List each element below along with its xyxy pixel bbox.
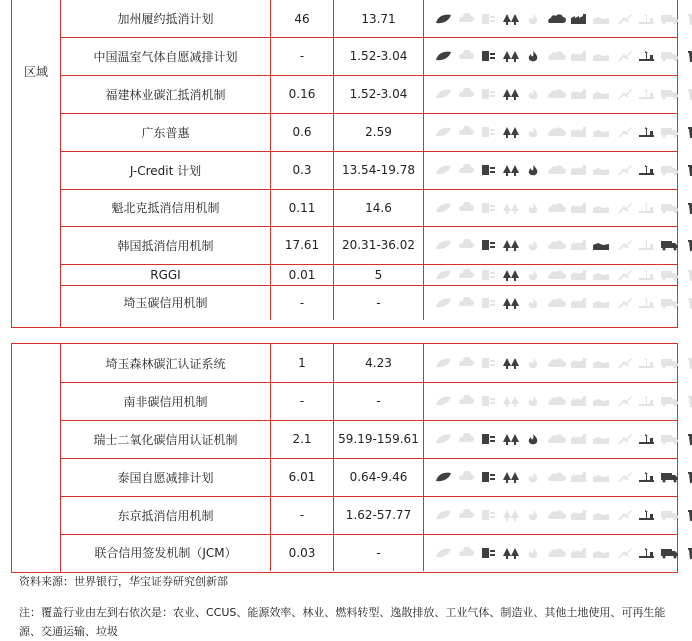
program-name: 广东普惠	[61, 113, 271, 151]
renewable-energy-icon	[637, 509, 656, 521]
ccus-icon	[457, 269, 476, 281]
agriculture-icon	[434, 471, 453, 483]
forestry-icon	[502, 50, 521, 62]
table-row	[61, 458, 677, 497]
fugitive-emissions-icon	[547, 509, 566, 521]
volume-value: 0.03	[271, 534, 334, 571]
transport-icon	[660, 239, 679, 251]
industrial-gas-icon	[570, 202, 589, 214]
waste-icon	[683, 126, 692, 138]
manufacturing-icon	[592, 164, 611, 176]
region-label: 区域	[23, 65, 48, 79]
renewable-energy-icon	[637, 239, 656, 251]
table-row	[61, 420, 677, 459]
agriculture-icon	[434, 269, 453, 281]
energy-efficiency-icon	[479, 433, 498, 445]
price-value: 4.23	[334, 344, 424, 382]
program-name: 加州履约抵消计划	[61, 0, 271, 37]
table-row	[61, 382, 677, 421]
volume-value: -	[271, 382, 334, 420]
sector-icons	[424, 75, 677, 113]
sector-icons	[424, 285, 677, 320]
transport-icon	[660, 357, 679, 369]
table-row	[61, 189, 677, 227]
price-value: -	[334, 534, 424, 571]
other-land-use-icon	[615, 164, 634, 176]
manufacturing-icon	[592, 88, 611, 100]
program-name: 韩国抵消信用机制	[61, 226, 271, 264]
forestry-icon	[502, 395, 521, 407]
agriculture-icon	[434, 202, 453, 214]
region-column-empty	[12, 344, 61, 572]
regional-table	[11, 0, 678, 328]
program-name: 联合信用签发机制（JCM）	[61, 534, 271, 571]
ccus-icon	[457, 297, 476, 309]
fugitive-emissions-icon	[547, 202, 566, 214]
other-land-use-icon	[615, 202, 634, 214]
ccus-icon	[457, 357, 476, 369]
industrial-gas-icon	[570, 164, 589, 176]
sector-icons	[424, 151, 677, 189]
ccus-icon	[457, 126, 476, 138]
transport-icon	[660, 13, 679, 25]
manufacturing-icon	[592, 202, 611, 214]
price-value: 13.71	[334, 0, 424, 37]
fugitive-emissions-icon	[547, 239, 566, 251]
forestry-icon	[502, 239, 521, 251]
fugitive-emissions-icon	[547, 433, 566, 445]
fuel-switch-icon	[524, 50, 543, 62]
region-column	[12, 0, 61, 327]
other-land-use-icon	[615, 547, 634, 559]
fuel-switch-icon	[524, 471, 543, 483]
forestry-icon	[502, 126, 521, 138]
volume-value: 2.1	[271, 420, 334, 458]
volume-value: 1	[271, 344, 334, 382]
forestry-icon	[502, 471, 521, 483]
program-name: J-Credit 计划	[61, 151, 271, 189]
ccus-icon	[457, 164, 476, 176]
waste-icon	[683, 471, 692, 483]
forestry-icon	[502, 13, 521, 25]
other-land-use-icon	[615, 395, 634, 407]
fuel-switch-icon	[524, 13, 543, 25]
volume-value: 0.6	[271, 113, 334, 151]
transport-icon	[660, 547, 679, 559]
renewable-energy-icon	[637, 433, 656, 445]
ccus-icon	[457, 202, 476, 214]
agriculture-icon	[434, 547, 453, 559]
industrial-gas-icon	[570, 88, 589, 100]
agriculture-icon	[434, 297, 453, 309]
waste-icon	[683, 88, 692, 100]
table-row	[61, 113, 677, 152]
table-row	[61, 534, 677, 571]
ccus-icon	[457, 239, 476, 251]
waste-icon	[683, 547, 692, 559]
table-row	[61, 264, 677, 286]
fuel-switch-icon	[524, 395, 543, 407]
fuel-switch-icon	[524, 547, 543, 559]
fugitive-emissions-icon	[547, 547, 566, 559]
forestry-icon	[502, 297, 521, 309]
renewable-energy-icon	[637, 164, 656, 176]
manufacturing-icon	[592, 471, 611, 483]
energy-efficiency-icon	[479, 13, 498, 25]
waste-icon	[683, 297, 692, 309]
sector-icons	[424, 264, 677, 285]
manufacturing-icon	[592, 433, 611, 445]
fugitive-emissions-icon	[547, 13, 566, 25]
transport-icon	[660, 471, 679, 483]
ccus-icon	[457, 433, 476, 445]
waste-icon	[683, 239, 692, 251]
renewable-energy-icon	[637, 126, 656, 138]
volume-value: 0.16	[271, 75, 334, 113]
other-land-use-icon	[615, 357, 634, 369]
energy-efficiency-icon	[479, 239, 498, 251]
sector-icons	[424, 382, 677, 420]
ccus-icon	[457, 471, 476, 483]
sector-icons	[424, 496, 677, 534]
waste-icon	[683, 357, 692, 369]
table-row	[61, 151, 677, 190]
waste-icon	[683, 433, 692, 445]
other-land-use-icon	[615, 433, 634, 445]
price-value: 1.52-3.04	[334, 75, 424, 113]
energy-efficiency-icon	[479, 297, 498, 309]
manufacturing-icon	[592, 357, 611, 369]
ccus-icon	[457, 509, 476, 521]
other-land-use-icon	[615, 126, 634, 138]
manufacturing-icon	[592, 239, 611, 251]
fuel-switch-icon	[524, 269, 543, 281]
forestry-icon	[502, 509, 521, 521]
industrial-gas-icon	[570, 126, 589, 138]
renewable-energy-icon	[637, 471, 656, 483]
manufacturing-icon	[592, 126, 611, 138]
price-value: 5	[334, 264, 424, 285]
transport-icon	[660, 88, 679, 100]
price-value: 14.6	[334, 189, 424, 226]
manufacturing-icon	[592, 269, 611, 281]
forestry-icon	[502, 269, 521, 281]
energy-efficiency-icon	[479, 88, 498, 100]
agriculture-icon	[434, 88, 453, 100]
source-note: 资料来源：世界银行，华宝证券研究创新部	[19, 575, 228, 588]
ccus-icon	[457, 50, 476, 62]
renewable-energy-icon	[637, 395, 656, 407]
fuel-switch-icon	[524, 297, 543, 309]
program-name: 埼玉森林碳汇认证系统	[61, 344, 271, 382]
program-name: 泰国自愿减排计划	[61, 458, 271, 496]
agriculture-icon	[434, 509, 453, 521]
industrial-gas-icon	[570, 433, 589, 445]
program-name: 南非碳信用机制	[61, 382, 271, 420]
agriculture-icon	[434, 50, 453, 62]
price-value: 0.64-9.46	[334, 458, 424, 496]
other-land-use-icon	[615, 88, 634, 100]
transport-icon	[660, 269, 679, 281]
price-value: 2.59	[334, 113, 424, 151]
transport-icon	[660, 202, 679, 214]
sector-icons	[424, 113, 677, 151]
renewable-energy-icon	[637, 269, 656, 281]
agriculture-icon	[434, 164, 453, 176]
forestry-icon	[502, 202, 521, 214]
transport-icon	[660, 297, 679, 309]
forestry-icon	[502, 88, 521, 100]
transport-icon	[660, 509, 679, 521]
fugitive-emissions-icon	[547, 357, 566, 369]
renewable-energy-icon	[637, 50, 656, 62]
energy-efficiency-icon	[479, 471, 498, 483]
forestry-icon	[502, 164, 521, 176]
program-name: 福建林业碳汇抵消机制	[61, 75, 271, 113]
fugitive-emissions-icon	[547, 50, 566, 62]
agriculture-icon	[434, 126, 453, 138]
waste-icon	[683, 509, 692, 521]
manufacturing-icon	[592, 297, 611, 309]
table-row	[61, 0, 677, 38]
price-value: 20.31-36.02	[334, 226, 424, 264]
sector-icons	[424, 534, 677, 571]
other-land-use-icon	[615, 471, 634, 483]
manufacturing-icon	[592, 509, 611, 521]
waste-icon	[683, 269, 692, 281]
sector-icons	[424, 37, 677, 75]
energy-efficiency-icon	[479, 269, 498, 281]
volume-value: 17.61	[271, 226, 334, 264]
ccus-icon	[457, 88, 476, 100]
industrial-gas-icon	[570, 269, 589, 281]
industrial-gas-icon	[570, 509, 589, 521]
program-name: RGGI	[61, 264, 271, 285]
renewable-energy-icon	[637, 13, 656, 25]
agriculture-icon	[434, 13, 453, 25]
fuel-switch-icon	[524, 357, 543, 369]
agriculture-icon	[434, 395, 453, 407]
sector-icons	[424, 189, 677, 226]
agriculture-icon	[434, 357, 453, 369]
energy-efficiency-icon	[479, 126, 498, 138]
coverage-note: 注：覆盖行业由左到右依次是：农业、CCUS、能源效率、林业、燃料转型、逸散排放、工业气体、制造业、其他土地使用、可再生能源、交通运输、垃圾	[19, 606, 666, 638]
volume-value: -	[271, 285, 334, 320]
energy-efficiency-icon	[479, 547, 498, 559]
fugitive-emissions-icon	[547, 395, 566, 407]
fugitive-emissions-icon	[547, 471, 566, 483]
energy-efficiency-icon	[479, 395, 498, 407]
fugitive-emissions-icon	[547, 297, 566, 309]
volume-value: 0.11	[271, 189, 334, 226]
table-row	[61, 37, 677, 76]
transport-icon	[660, 164, 679, 176]
other-land-use-icon	[615, 269, 634, 281]
fugitive-emissions-icon	[547, 164, 566, 176]
other-land-use-icon	[615, 297, 634, 309]
program-name: 魁北克抵消信用机制	[61, 189, 271, 226]
energy-efficiency-icon	[479, 202, 498, 214]
price-value: 59.19-159.61	[334, 420, 424, 458]
other-land-use-icon	[615, 50, 634, 62]
waste-icon	[683, 395, 692, 407]
fuel-switch-icon	[524, 164, 543, 176]
volume-value: 6.01	[271, 458, 334, 496]
sector-icons	[424, 420, 677, 458]
waste-icon	[683, 50, 692, 62]
energy-efficiency-icon	[479, 357, 498, 369]
industrial-gas-icon	[570, 395, 589, 407]
industrial-gas-icon	[570, 357, 589, 369]
manufacturing-icon	[592, 13, 611, 25]
price-value: 1.62-57.77	[334, 496, 424, 534]
renewable-energy-icon	[637, 297, 656, 309]
price-value: -	[334, 382, 424, 420]
fugitive-emissions-icon	[547, 126, 566, 138]
sector-icons	[424, 344, 677, 382]
other-land-use-icon	[615, 509, 634, 521]
manufacturing-icon	[592, 50, 611, 62]
fugitive-emissions-icon	[547, 269, 566, 281]
transport-icon	[660, 433, 679, 445]
fuel-switch-icon	[524, 509, 543, 521]
other-land-use-icon	[615, 239, 634, 251]
manufacturing-icon	[592, 547, 611, 559]
renewable-energy-icon	[637, 202, 656, 214]
other-land-use-icon	[615, 13, 634, 25]
volume-value: 46	[271, 0, 334, 37]
fugitive-emissions-icon	[547, 88, 566, 100]
volume-value: -	[271, 37, 334, 75]
ccus-icon	[457, 395, 476, 407]
ccus-icon	[457, 13, 476, 25]
volume-value: -	[271, 496, 334, 534]
energy-efficiency-icon	[479, 509, 498, 521]
table-row	[61, 344, 677, 383]
fuel-switch-icon	[524, 433, 543, 445]
sector-icons	[424, 458, 677, 496]
transport-icon	[660, 126, 679, 138]
renewable-energy-icon	[637, 88, 656, 100]
table-row	[61, 496, 677, 535]
ccus-icon	[457, 547, 476, 559]
forestry-icon	[502, 433, 521, 445]
forestry-icon	[502, 547, 521, 559]
industrial-gas-icon	[570, 471, 589, 483]
energy-efficiency-icon	[479, 50, 498, 62]
table-row	[61, 285, 677, 320]
price-value: 1.52-3.04	[334, 37, 424, 75]
volume-value: 0.01	[271, 264, 334, 285]
volume-value: 0.3	[271, 151, 334, 189]
price-value: -	[334, 285, 424, 320]
other-table	[11, 343, 678, 573]
industrial-gas-icon	[570, 13, 589, 25]
fuel-switch-icon	[524, 202, 543, 214]
industrial-gas-icon	[570, 50, 589, 62]
program-name: 瑞士二氧化碳信用认证机制	[61, 420, 271, 458]
program-name: 埼玉碳信用机制	[61, 285, 271, 320]
fuel-switch-icon	[524, 126, 543, 138]
program-name: 中国温室气体自愿减排计划	[61, 37, 271, 75]
program-name: 东京抵消信用机制	[61, 496, 271, 534]
waste-icon	[683, 164, 692, 176]
industrial-gas-icon	[570, 239, 589, 251]
industrial-gas-icon	[570, 547, 589, 559]
agriculture-icon	[434, 433, 453, 445]
energy-efficiency-icon	[479, 164, 498, 176]
agriculture-icon	[434, 239, 453, 251]
sector-icons	[424, 0, 677, 37]
waste-icon	[683, 13, 692, 25]
price-value: 13.54-19.78	[334, 151, 424, 189]
manufacturing-icon	[592, 395, 611, 407]
fuel-switch-icon	[524, 88, 543, 100]
table-row	[61, 75, 677, 114]
industrial-gas-icon	[570, 297, 589, 309]
fuel-switch-icon	[524, 239, 543, 251]
transport-icon	[660, 50, 679, 62]
renewable-energy-icon	[637, 547, 656, 559]
table-row	[61, 226, 677, 265]
transport-icon	[660, 395, 679, 407]
renewable-energy-icon	[637, 357, 656, 369]
forestry-icon	[502, 357, 521, 369]
waste-icon	[683, 202, 692, 214]
sector-icons	[424, 226, 677, 264]
